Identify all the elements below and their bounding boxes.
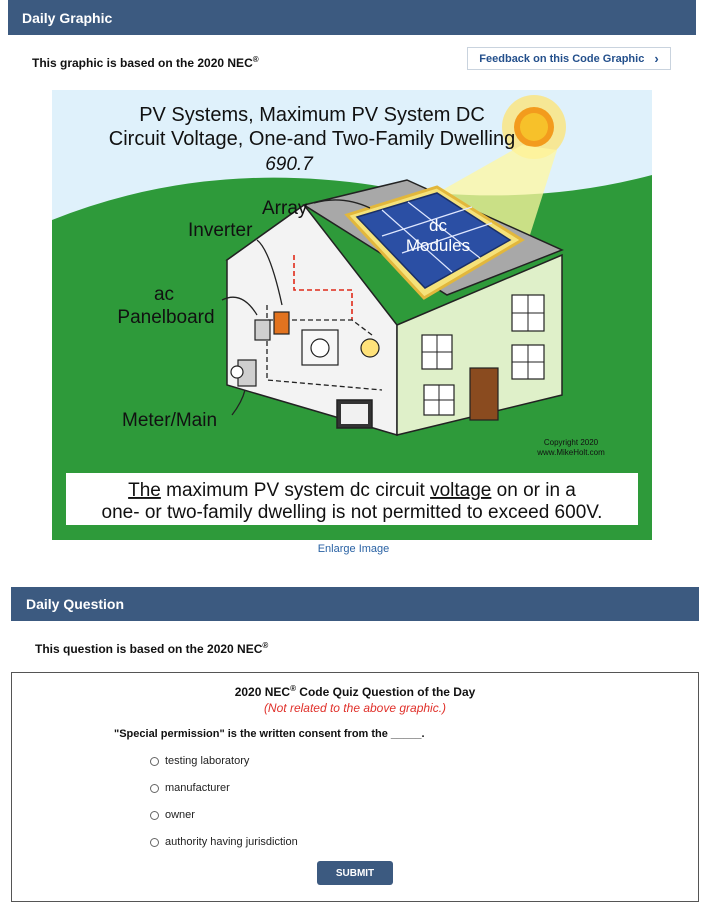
inverter-device [274,312,289,334]
registered-mark: ® [252,55,259,64]
graphic-nec-note-text: This graphic is based on the 2020 NEC [32,56,253,70]
radio-button[interactable] [150,784,159,793]
copyright-line2: www.MikeHolt.com [537,448,605,457]
label-meter-main: Meter/Main [122,410,218,431]
option-label: manufacturer [165,782,230,794]
registered-mark: ® [262,641,269,650]
question-nec-note-text: This question is based on the 2020 NEC [35,642,263,656]
panelboard-device [255,320,270,340]
option-authority-having-jurisdiction[interactable] [150,836,298,848]
label-panelboard: Panelboard [117,307,215,328]
option-label: owner [165,809,195,821]
radio-button[interactable] [150,757,159,766]
radio-button[interactable] [150,838,159,847]
feedback-button[interactable] [467,47,671,70]
option-testing-laboratory[interactable] [150,755,249,767]
label-inverter: Inverter [188,220,253,241]
chevron-right-icon: › [654,51,659,66]
daily-graphic-header [8,0,696,35]
enlarge-image-link[interactable]: Enlarge Image [317,543,390,555]
house-door [470,368,498,420]
caption-line1: The maximum PV system dc circuit voltage on or in a [128,480,576,501]
label-array: Array [262,198,308,219]
caption-line2: one- or two-family dwelling is not permitted to exceed 600V. [101,502,603,523]
copyright-line1: Copyright 2020 [543,438,599,447]
quiz-title [12,684,698,699]
image-section-number: 690.7 [265,154,313,175]
image-title-line2: Circuit Voltage, One-and Two-Family Dwelling [108,128,516,150]
daily-question-title: Daily Question [26,596,125,612]
option-owner[interactable] [150,809,195,821]
quiz-title-rest: Code Quiz Question of the Day [295,685,476,699]
code-graphic-image[interactable] [52,90,652,540]
quiz-box [11,672,699,902]
label-ac: ac [153,284,175,305]
option-manufacturer[interactable] [150,782,230,794]
registered-mark: ® [290,684,296,693]
question-nec-note [35,641,268,656]
feedback-button-label: Feedback on this Code Graphic [479,52,645,65]
graphic-nec-note [32,55,259,70]
label-dc: dc [429,216,447,235]
quiz-subtitle: (Not related to the above graphic.) [263,701,447,715]
quiz-title-nec: 2020 NEC [234,685,291,699]
daily-question-header [11,587,699,621]
quiz-question: "Special permission" is the written consent from the _____. [114,728,425,740]
option-label: testing laboratory [165,755,250,767]
submit-button[interactable]: SUBMIT [317,861,393,885]
light-bulb [361,339,379,357]
label-modules: Modules [405,236,471,255]
radio-button[interactable] [150,811,159,820]
image-title-line1: PV Systems, Maximum PV System DC [139,104,485,126]
option-label: authority having jurisdiction [165,836,298,848]
daily-graphic-title: Daily Graphic [22,9,113,26]
